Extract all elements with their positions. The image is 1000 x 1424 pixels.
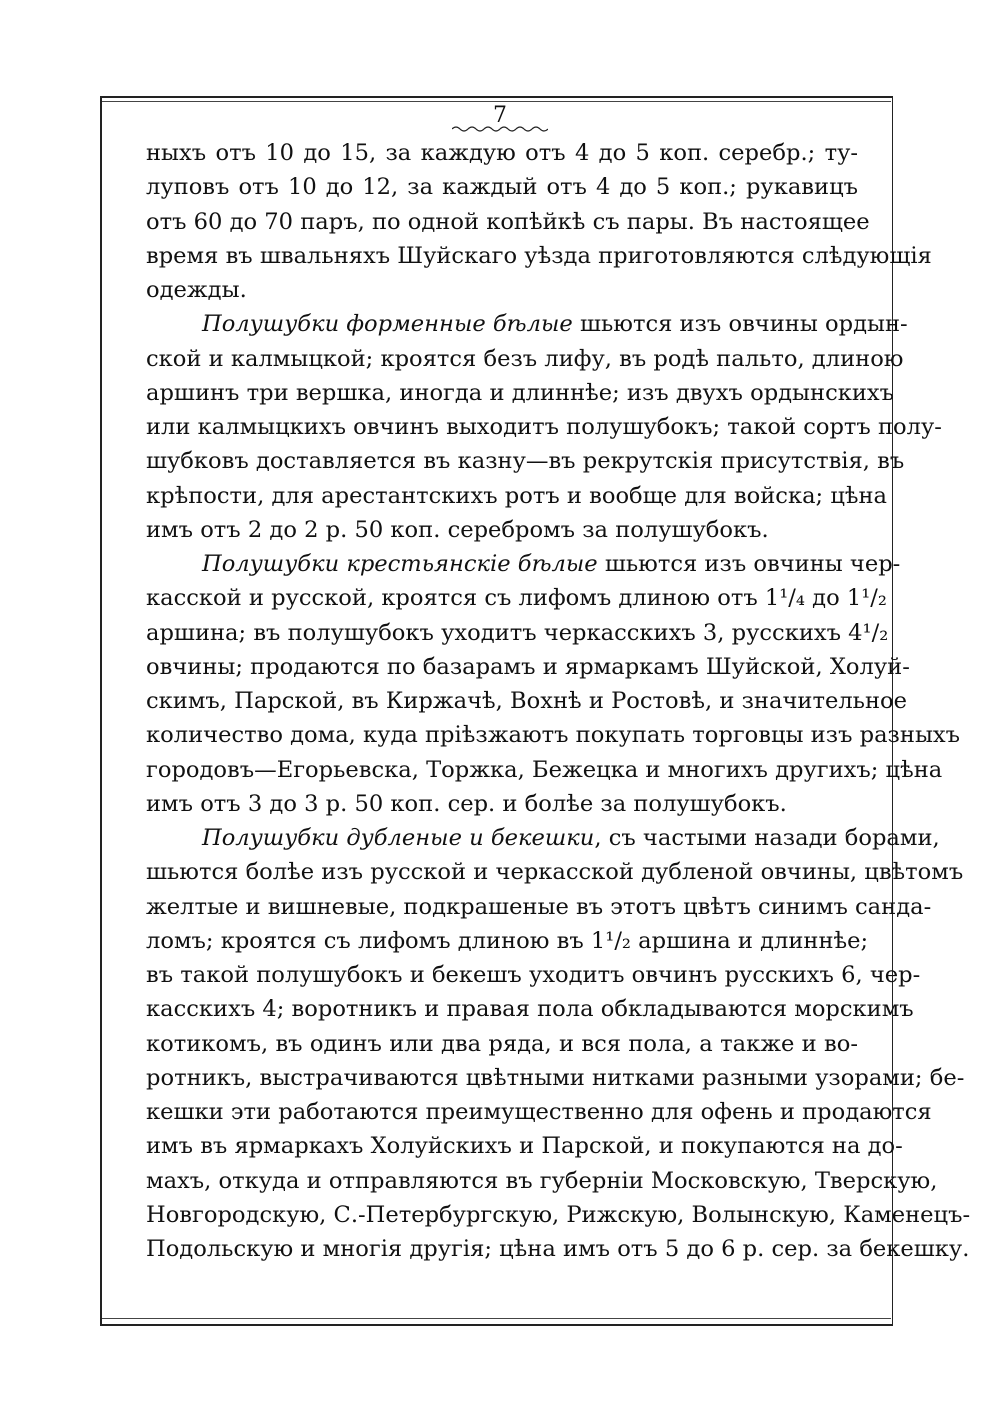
text-line: или калмыцкихъ овчинъ выходитъ полушубокъ; такой сортъ полу- <box>146 414 942 440</box>
text-line: Подольскую и многія другія; цѣна имъ отъ 5 до 6 р. сер. за бекешку. <box>146 1236 970 1262</box>
text-line: ныхъ отъ 10 до 15, за каждую отъ 4 до 5 коп. серебр.; ту- <box>146 140 858 166</box>
italic-heading: Полушубки крестьянскіе бѣлые <box>202 551 598 577</box>
text-line: луповъ отъ 10 до 12, за каждый отъ 4 до 5 коп.; рукавицъ <box>146 174 858 201</box>
italic-heading: Полушубки дубленые и бекешки <box>202 825 595 851</box>
text-line: шубковъ доставляется въ казну—въ рекрутскія присутствія, въ <box>146 448 905 475</box>
italic-heading: Полушубки форменные бѣлые <box>202 311 573 338</box>
page-number: 7 <box>493 103 507 128</box>
text-line: одежды. <box>146 277 247 303</box>
text-line: крѣпости, для арестантскихъ ротъ и вообще для войска; цѣна <box>146 482 888 509</box>
text-line: аршина; въ полушубокъ уходитъ черкасскихъ 3, русскихъ 4¹/₂ <box>146 619 889 646</box>
text-line: Новгородскую, С.-Петербургскую, Рижскую, Волынскую, Каменецъ- <box>146 1201 971 1228</box>
text-line: количество дома, куда пріѣзжаютъ покупать торговцы изъ разныхъ <box>146 722 961 749</box>
text-line <box>146 307 908 341</box>
text-line: имъ въ ярмаркахъ Холуйскихъ и Парской, и покупаются на до- <box>146 1133 903 1160</box>
text-line: желтые и вишневые, подкрашеные въ этотъ цвѣтъ синимъ санда- <box>146 893 932 920</box>
text-line: кешки эти работаются преимущественно для офень и продаются <box>146 1099 932 1125</box>
text-line: касскихъ 4; воротникъ и правая пола обкладываются морскимъ <box>146 996 914 1023</box>
text-line: ротникъ, выстрачиваются цвѣтными нитками разными узорами; бе- <box>146 1064 965 1091</box>
text-line: имъ отъ 2 до 2 р. 50 коп. серебромъ за полушубокъ. <box>146 516 769 543</box>
text-line: котикомъ, въ одинъ или два ряда, и вся пола, а также и во- <box>146 1030 858 1057</box>
text-line: шьются болѣе изъ русской и черкасской дубленой овчины, цвѣтомъ <box>146 859 964 886</box>
bottom-inner-rule <box>102 1318 891 1319</box>
text-line <box>146 547 901 581</box>
text-line: въ такой полушубокъ и бекешъ уходитъ овчинъ русскихъ 6, чер- <box>146 962 921 988</box>
text-line: овчины; продаются по базарамъ и ярмаркамъ Шуйской, Холуй- <box>146 653 910 680</box>
line-rest: шьются изъ овчины чер- <box>597 551 901 577</box>
text-line: касской и русской, кроятся съ лифомъ длиною отъ 1¹/₄ до 1¹/₂ <box>146 585 887 612</box>
text-line: ской и калмыцкой; кроятся безъ лифу, въ родѣ пальто, длиною <box>146 345 904 372</box>
wavy-rule-ornament <box>452 124 548 134</box>
text-line: городовъ—Егорьевска, Торжка, Бежецка и многихъ другихъ; цѣна <box>146 756 943 783</box>
text-line <box>146 821 940 855</box>
text-line: аршинъ три вершка, иногда и длиннѣе; изъ двухъ ордынскихъ <box>146 379 895 406</box>
line-rest: шьются изъ овчины ордын- <box>572 311 908 338</box>
body-text <box>146 136 971 1266</box>
text-line: ломъ; кроятся съ лифомъ длиною въ 1¹/₂ аршина и длиннѣе; <box>146 927 869 954</box>
text-line: махъ, откуда и отправляются въ губерніи Московскую, Тверскую, <box>146 1167 938 1194</box>
text-line: отъ 60 до 70 паръ, по одной копѣйкѣ съ пары. Въ настоящее <box>146 208 870 235</box>
text-line: время въ швальняхъ Шуйскаго уѣзда приготовляются слѣдующія <box>146 242 932 269</box>
text-line: имъ отъ 3 до 3 р. 50 коп. сер. и болѣе за полушубокъ. <box>146 790 787 817</box>
line-rest: , съ частыми назади борами, <box>594 825 940 851</box>
text-line: скимъ, Парской, въ Киржачѣ, Вохнѣ и Ростовѣ, и значительное <box>146 688 908 714</box>
